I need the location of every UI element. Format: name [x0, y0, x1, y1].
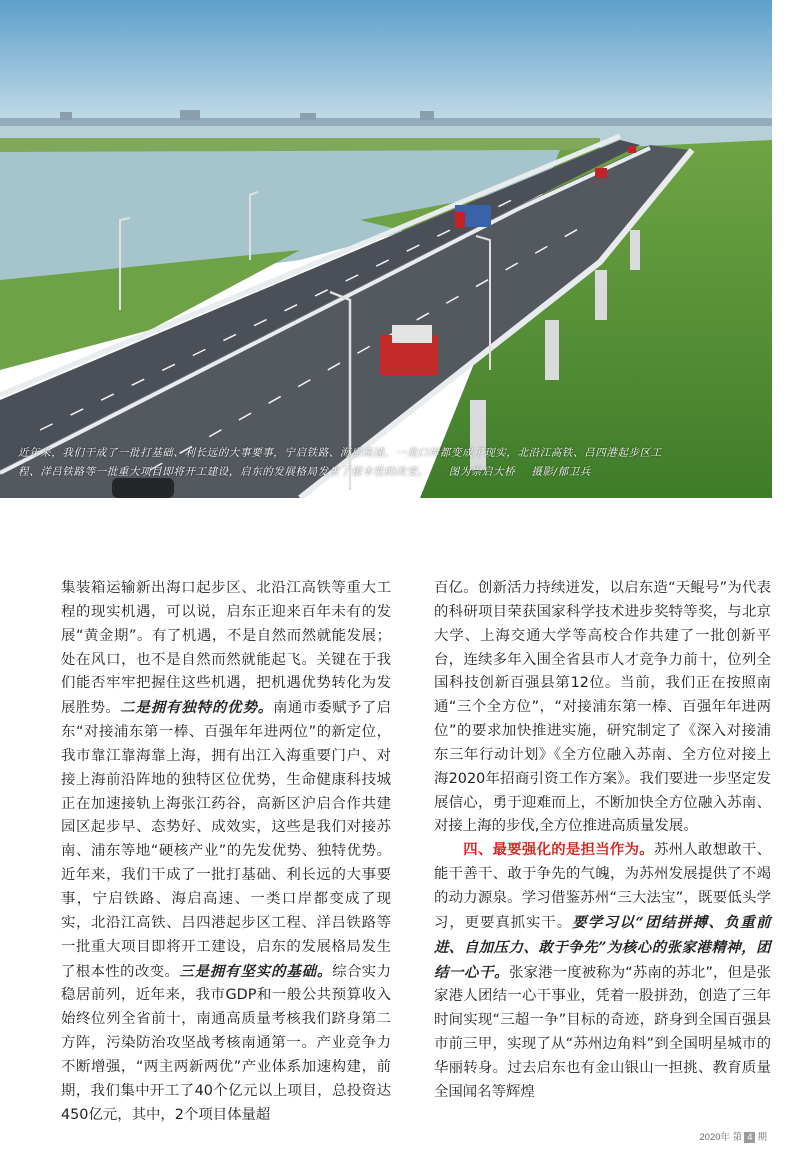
page-footer [699, 1129, 767, 1143]
footer-issue-suffix: 期 [757, 1132, 767, 1143]
caption-credit: 摄影/郁卫兵 [531, 466, 591, 478]
right-paragraph-2: 苏州人敢想敢干、能干善干、敢于争先的气魄，为苏州发展提供了不竭的动力源泉。学习借鉴苏州“三大法宝”，既要低头学习，更要真抓实干。 [434, 842, 771, 931]
footer-year: 2020年 [699, 1132, 731, 1143]
left-paragraph-2: 南通市委赋予了启东“对接浦东第一棒、百强年年进两位”的新定位，我市靠江靠海靠上海，拥有出江入海重要门户、对接上海前沿阵地的独特区位优势，生命健康科技城正在加速接轨上海张江药谷，高新区沪启合作共建园区起步早、态势好、成效实，这些是我们对接苏南、浦东等地“硬核产业”的先发优势、独特优势。近年来，我们干成了一批打基础、利长远的大事要事，宁启铁路、海启高速、一类口岸都变成了现实，北沿江高铁、吕四港起步区工程、洋吕铁路等一批重大项目即将开工建设，启东的发展格局发生了根本性的改变。 [61, 700, 391, 980]
right-paragraph-3: 张家港一度被称为“苏南的苏北”，但是张家港人团结一心干事业，凭着一股拼劲，创造了三年时间实现“三超一争”目标的奇迹，跻身到全国百强县市前三甲，实现了从“苏州边角料”到全国明星城市的华丽转身。过去启东也有金山银山一担挑、教育质量全国闻名等辉煌 [434, 964, 771, 1100]
caption-line-2 [18, 463, 758, 482]
bridge-photo-illustration [0, 0, 772, 498]
article-right-column [434, 577, 771, 1105]
right-paragraph-1: 百亿。创新活力持续迸发，以启东造“天鲲号”为代表的科研项目荣获国家科学技术进步奖特等奖，与北京大学、上海交通大学等高校合作共建了一批创新平台，连续多年入围全省县市人才竞争力前十，位列全国科技创新百强县第12位。当前，我们正在按照南通“三个全方位”，“对接浦东第一棒、百强年年进两位”的要求加快推进实施，研究制定了《深入对接浦东三年行动计划》《全方位融入苏南、全方位对接上海2020年招商引资工作方案》。我们要进一步坚定发展信心，勇于迎难而上，不断加快全方位融入苏南、对接上海的步伐,全方位推进高质量发展。 [434, 580, 771, 835]
article-left-column [61, 577, 391, 1127]
photo-caption [18, 444, 758, 482]
right-emphasis: 要学习以“团结拼搏、负重前进、自加压力、敢于争先”为核心的张家港精神，团结一心干。 [434, 913, 771, 981]
left-paragraph-3: 综合实力稳居前列，近年来，我市GDP和一般公共预算收入始终位列全省前十，南通高质量考核我们跻身第二方阵，污染防治攻坚战考核南通第一。产业竞争力不断增强，“两主两新两优”产业体系加速构建，前期，我们集中开工了40个亿元以上项目，总投资达450亿元，其中，2个项目体量超 [61, 963, 391, 1123]
left-emphasis-1: 二是拥有独特的优势。 [120, 699, 274, 717]
article-body [61, 577, 771, 1123]
caption-line-2-text: 程、洋吕铁路等一批重大项目即将开工建设，启东的发展格局发生了根本性的改变。 [18, 466, 429, 478]
caption-subject: 图为崇启大桥 [448, 466, 516, 478]
footer-issue-number: 4 [744, 1132, 755, 1143]
bridge-photo [0, 0, 772, 498]
left-emphasis-2: 三是拥有坚实的基础。 [179, 962, 333, 980]
caption-line-1: 近年来，我们干成了一批打基础、利长远的大事要事，宁启铁路、海启高速、一类口岸都变成了现实，北沿江高铁、吕四港起步区工 [18, 447, 662, 459]
left-paragraph-1: 集装箱运输新出海口起步区、北沿江高铁等重大工程的现实机遇，可以说，启东正迎来百年未有的发展“黄金期”。有了机遇，不是自然而然就能发展；处在风口，也不是自然而然就能起飞。关键在于我们能否牢牢把握住这些机遇，把机遇优势转化为发展胜势。 [61, 580, 391, 717]
section-heading-4: 四、最要强化的是担当作为。 [463, 842, 654, 859]
footer-issue-prefix: 第 [732, 1132, 743, 1143]
